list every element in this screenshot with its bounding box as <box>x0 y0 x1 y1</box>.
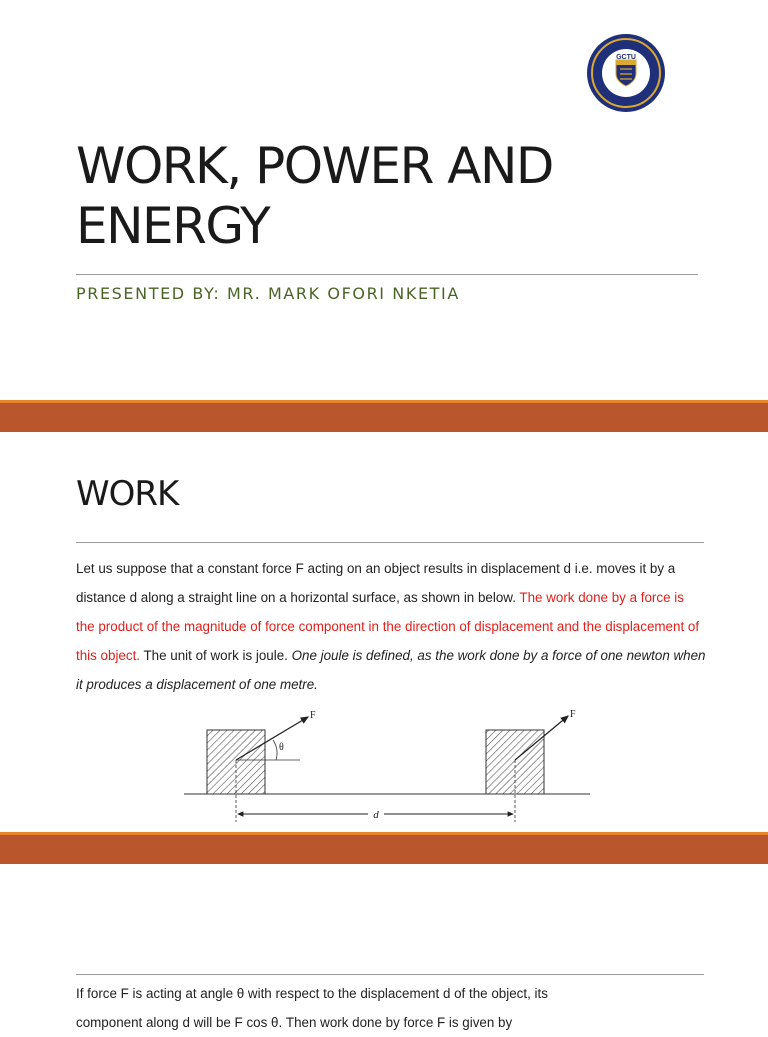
heading-divider <box>76 542 704 543</box>
title-slide <box>0 0 768 400</box>
presenter-subtitle: PRESENTED BY: MR. MARK OFORI NKETIA <box>76 284 460 303</box>
svg-text:F: F <box>570 709 576 720</box>
joule-definition: One joule is defined, as the work done by a force of one newton when it produces a displacement of one metre. <box>76 648 706 692</box>
angle-arc <box>273 740 277 760</box>
work-definition-paragraph: Let us suppose that a constant force F acting on an object results in displacement d i.e. moves it by a distance d along a straight line on a horizontal surface, as shown in below. The work done by a force is the product of the magnitude of force component in the direction of displacement and the displacement of this object. The unit of work is joule. One joule is defined, as the work done by a force of one newton when it produces a displacement of one metre. <box>76 561 706 692</box>
work-definition-highlight: The work done by a force is the product of the magnitude of force component in the direction of displacement and the displacement of this object. <box>76 590 700 663</box>
title-divider <box>76 274 698 275</box>
section-heading: WORK <box>76 474 179 514</box>
svg-text:F: F <box>310 710 316 721</box>
presentation-title: WORK, POWER AND ENERGY <box>76 137 553 255</box>
angle-force-paragraph: If force F is acting at angle θ with respect to the displacement d of the object, its component along d will be F cos θ. Then work done by force F is given by <box>76 986 548 1030</box>
heading-divider <box>76 974 704 975</box>
work-displacement-diagram <box>170 702 610 832</box>
slide-separator-band <box>0 400 768 432</box>
slide-separator-band <box>0 832 768 864</box>
svg-text:θ: θ <box>279 742 284 753</box>
work-slide <box>0 432 768 832</box>
gctu-logo <box>584 33 668 113</box>
work-formula-slide <box>0 864 768 1030</box>
svg-text:GCTU: GCTU <box>616 54 636 61</box>
svg-text:d: d <box>373 809 379 821</box>
